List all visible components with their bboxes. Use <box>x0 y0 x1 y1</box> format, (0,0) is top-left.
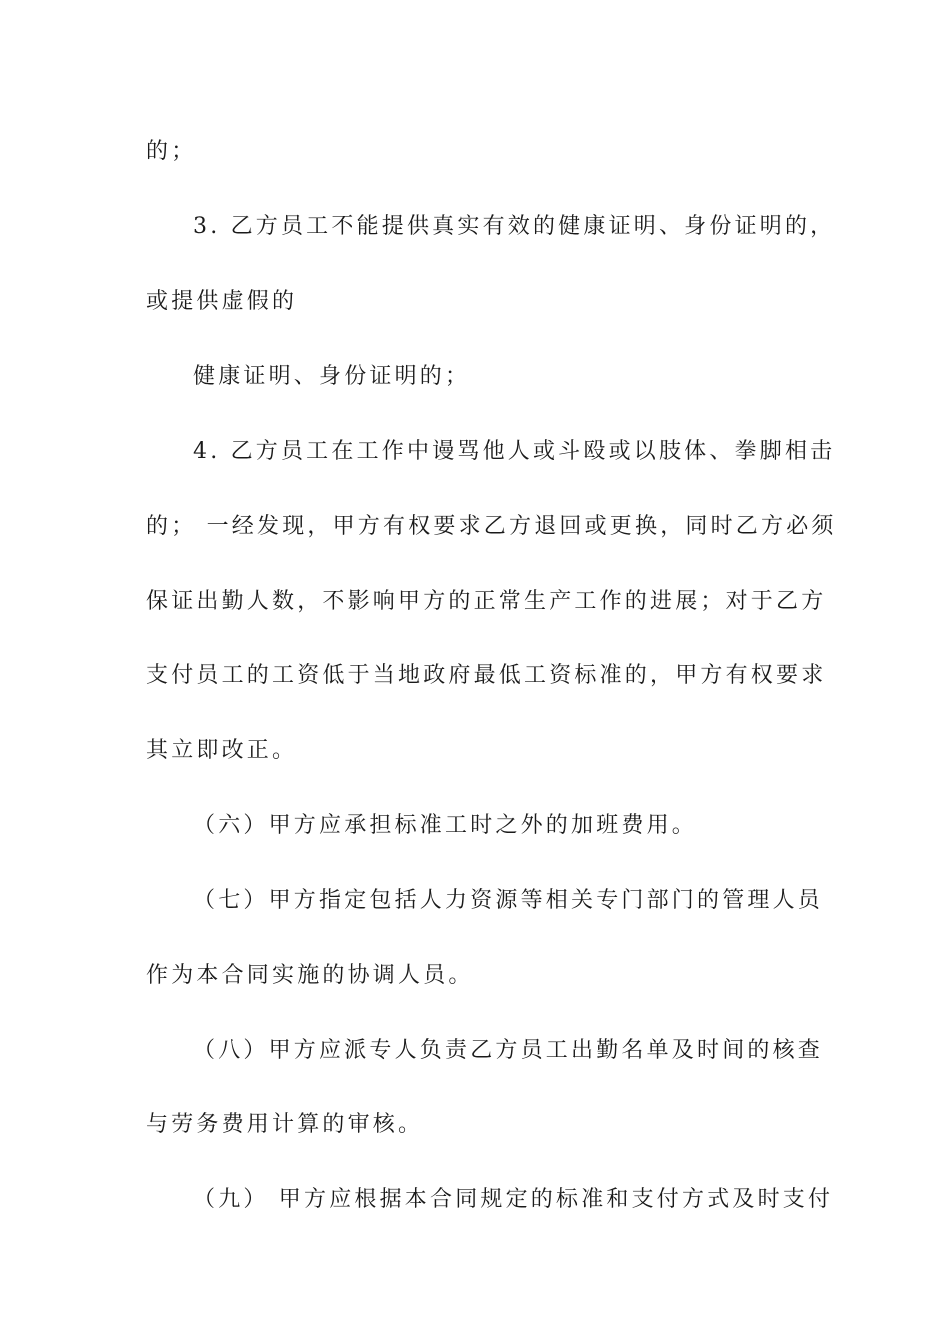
text-line: 3. 乙方员工不能提供真实有效的健康证明、身份证明的， <box>193 214 836 239</box>
text-line: 的； <box>146 139 197 164</box>
text-line: 与劳务费用计算的审核。 <box>146 1112 424 1137</box>
text-line: （六）甲方应承担标准工时之外的加班费用。 <box>193 813 698 838</box>
text-line: （七）甲方指定包括人力资源等相关专门部门的管理人员 <box>193 888 824 913</box>
text-line: 4. 乙方员工在工作中谩骂他人或斗殴或以肢体、拳脚相击 <box>193 439 836 464</box>
text-line: 或提供虚假的 <box>146 289 298 314</box>
text-line: 其立即改正。 <box>146 738 298 763</box>
text-line: 支付员工的工资低于当地政府最低工资标准的，甲方有权要求 <box>146 663 827 688</box>
text-line: 保证出勤人数，不影响甲方的正常生产工作的进展；对于乙方 <box>146 589 827 614</box>
text-line: 的； 一经发现，甲方有权要求乙方退回或更换，同时乙方必须 <box>146 514 837 539</box>
text-line: （九） 甲方应根据本合同规定的标准和支付方式及时支付 <box>193 1187 834 1212</box>
text-line: 作为本合同实施的协调人员。 <box>146 963 474 988</box>
text-line: （八）甲方应派专人负责乙方员工出勤名单及时间的核查 <box>193 1038 824 1063</box>
text-line: 健康证明、身份证明的； <box>193 364 471 389</box>
